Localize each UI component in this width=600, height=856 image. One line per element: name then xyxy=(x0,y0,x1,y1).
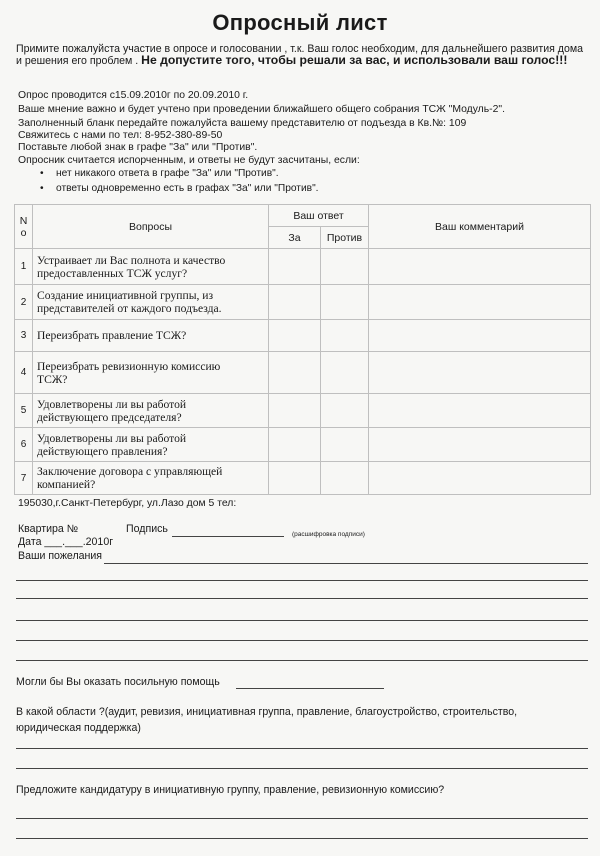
return-instructions: Заполненный бланк передайте пожалуйста вашему представителю от подъезда в Кв.№: 109 xyxy=(18,118,467,129)
answer-against-cell[interactable] xyxy=(321,320,369,352)
questions-table xyxy=(14,204,591,495)
answer-for-cell[interactable] xyxy=(269,320,321,352)
answer-for-cell[interactable] xyxy=(269,428,321,462)
answer-against-cell[interactable] xyxy=(321,394,369,428)
invalid-conditions-list xyxy=(40,166,319,196)
table-row xyxy=(15,320,591,352)
comment-cell[interactable] xyxy=(369,320,591,352)
answer-against-cell[interactable] xyxy=(321,352,369,394)
wishes-field-line[interactable] xyxy=(16,580,588,581)
wishes-field-line[interactable] xyxy=(16,660,588,661)
table-row xyxy=(15,394,591,428)
candidate-answer-line[interactable] xyxy=(16,838,588,839)
signature-label: Подпись xyxy=(126,523,168,535)
question-text: Создание инициативной группы, из представителей от каждого подъезда. xyxy=(33,285,269,320)
column-header-number: N o xyxy=(15,205,33,249)
area-answer-line[interactable] xyxy=(16,748,588,749)
address-line: 195030,г.Санкт-Петербург, ул.Лазо дом 5 тел: xyxy=(18,498,237,509)
row-number: 5 xyxy=(15,394,33,428)
row-number: 7 xyxy=(15,462,33,495)
help-question: Могли бы Вы оказать посильную помощь xyxy=(16,676,220,688)
answer-for-cell[interactable] xyxy=(269,249,321,285)
answer-for-cell[interactable] xyxy=(269,285,321,320)
question-text: Заключение договора с управляющей компанией? xyxy=(33,462,269,495)
list-item: • ответы одновременно есть в графах "За" или "Против". xyxy=(40,181,319,196)
help-answer-line[interactable] xyxy=(236,688,384,689)
comment-cell[interactable] xyxy=(369,462,591,495)
comment-cell[interactable] xyxy=(369,394,591,428)
wishes-field-line[interactable] xyxy=(16,640,588,641)
table-row xyxy=(15,352,591,394)
answer-for-cell[interactable] xyxy=(269,394,321,428)
comment-cell[interactable] xyxy=(369,352,591,394)
area-answer-line[interactable] xyxy=(16,768,588,769)
row-number: 1 xyxy=(15,249,33,285)
question-text: Удовлетворены ли вы работой действующего председателя? xyxy=(33,394,269,428)
row-number: 6 xyxy=(15,428,33,462)
date-field[interactable]: Дата ___.___.2010г xyxy=(18,536,114,548)
wishes-field-line[interactable] xyxy=(104,563,588,564)
column-header-questions: Вопросы xyxy=(33,205,269,249)
contact-phone: Свяжитесь с нами по тел: 8-952-380-89-50 xyxy=(18,130,223,141)
wishes-label: Ваши пожелания xyxy=(18,550,103,562)
candidate-question: Предложите кандидатуру в инициативную группу, правление, ревизионную комиссию? xyxy=(16,784,445,796)
question-text: Переизбрать правление ТСЖ? xyxy=(33,320,269,352)
signature-note: (расшифровка подписи) xyxy=(292,531,365,538)
row-number: 2 xyxy=(15,285,33,320)
column-header-for: За xyxy=(269,227,321,249)
survey-dates: Опрос проводится с15.09.2010г по 20.09.2010 г. xyxy=(18,90,249,101)
comment-cell[interactable] xyxy=(369,249,591,285)
signature-field[interactable] xyxy=(172,536,284,537)
invalid-conditions: Опросник считается испорченным, и ответы не будут засчитаны, если: xyxy=(18,155,360,166)
answer-against-cell[interactable] xyxy=(321,285,369,320)
row-number: 3 xyxy=(15,320,33,352)
column-header-answer: Ваш ответ xyxy=(269,205,369,227)
intro-bold-appeal: Не допустите того, чтобы решали за вас, и использовали ваш голос!!! xyxy=(141,53,568,67)
candidate-answer-line[interactable] xyxy=(16,818,588,819)
table-row xyxy=(15,462,591,495)
answer-for-cell[interactable] xyxy=(269,352,321,394)
comment-cell[interactable] xyxy=(369,285,591,320)
answer-against-cell[interactable] xyxy=(321,462,369,495)
wishes-field-line[interactable] xyxy=(16,620,588,621)
list-item: • нет никакого ответа в графе "За" или "Против". xyxy=(40,166,319,181)
answer-for-cell[interactable] xyxy=(269,462,321,495)
question-text: Переизбрать ревизионную комиссию ТСЖ? xyxy=(33,352,269,394)
mark-instructions: Поставьте любой знак в графе "За" или "Против". xyxy=(18,142,258,153)
question-text: Устраивает ли Вас полнота и качество предоставленных ТСЖ услуг? xyxy=(33,249,269,285)
table-row xyxy=(15,428,591,462)
answer-against-cell[interactable] xyxy=(321,428,369,462)
comment-cell[interactable] xyxy=(369,428,591,462)
row-number: 4 xyxy=(15,352,33,394)
table-row xyxy=(15,249,591,285)
column-header-comment: Ваш комментарий xyxy=(369,205,591,249)
area-question: В какой области ?(аудит, ревизия, инициативная группа, правление, благоустройство, строительство, юридическая поддержка) xyxy=(16,706,518,734)
table-row xyxy=(15,285,591,320)
apartment-label: Квартира № xyxy=(18,523,79,535)
column-header-against: Против xyxy=(321,227,369,249)
question-text: Удовлетворены ли вы работой действующего правления? xyxy=(33,428,269,462)
answer-against-cell[interactable] xyxy=(321,249,369,285)
page-title: Опросный лист xyxy=(212,10,388,35)
intro-text: Примите пожалуйста участие в опросе и голосовании , т.к. Ваш голос необходим, для дальнейшего развития дома и решения его проблем . xyxy=(16,43,584,67)
table-header-row xyxy=(15,205,591,227)
intro-paragraph xyxy=(16,44,590,67)
meeting-note: Ваше мнение важно и будет учтено при проведении ближайшего общего собрания ТСЖ "Модуль-2". xyxy=(18,104,505,115)
wishes-field-line[interactable] xyxy=(16,598,588,599)
